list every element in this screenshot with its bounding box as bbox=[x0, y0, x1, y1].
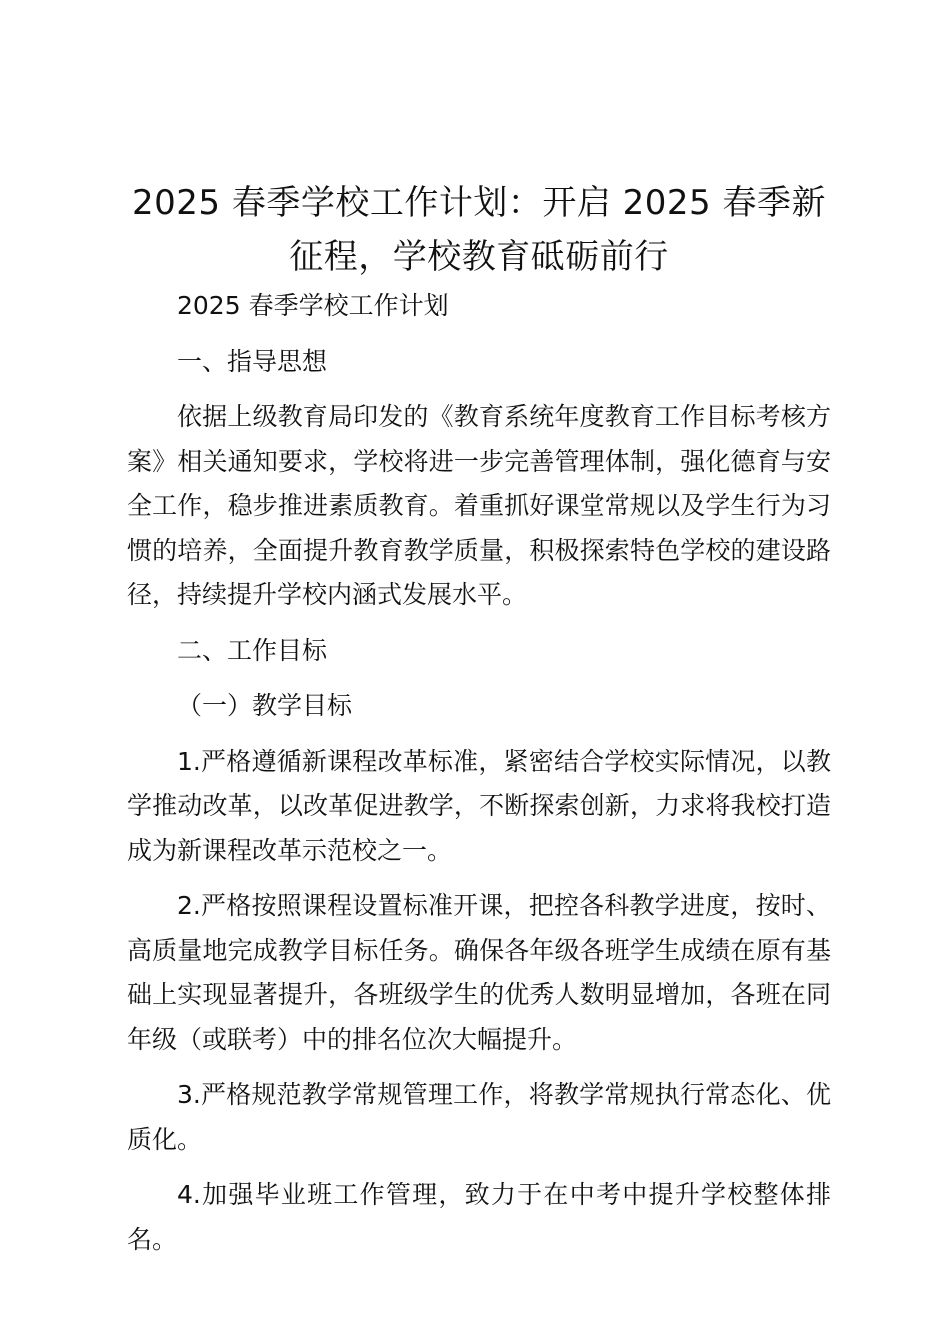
list-item-goal-3: 3.严格规范教学常规管理工作，将教学常规执行常态化、优质化。 bbox=[127, 1080, 831, 1154]
document-subtitle: 2025 春季学校工作计划 bbox=[177, 291, 449, 320]
subsection-heading-teaching-goals: （一）教学目标 bbox=[177, 691, 353, 720]
section-heading-guiding-ideology: 一、指导思想 bbox=[177, 346, 328, 376]
paragraph-guiding-ideology: 依据上级教育局印发的《教育系统年度教育工作目标考核方案》相关通知要求，学校将进一步完善管理体制，强化德育与安全工作，稳步推进素质教育。着重抓好课堂常规以及学生行为习惯的培养，全面提升教育教学质量，积极探索特色学校的建设路径，持续提升学校内涵式发展水平。 bbox=[127, 402, 831, 609]
list-item-goal-2: 2.严格按照课程设置标准开课，把控各科教学进度，按时、高质量地完成教学目标任务。确保各年级各班学生成绩在原有基础上实现显著提升，各班级学生的优秀人数明显增加，各班在同年级（或联考）中的排名位次大幅提升。 bbox=[127, 891, 831, 1054]
list-item-goal-4: 4.加强毕业班工作管理，致力于在中考中提升学校整体排名。 bbox=[127, 1180, 831, 1254]
document-title: 2025 春季学校工作计划：开启 2025 春季新征程，学校教育砥砺前行 bbox=[132, 183, 826, 277]
document-page bbox=[127, 176, 831, 1262]
section-heading-work-goals: 二、工作目标 bbox=[177, 635, 328, 665]
list-item-goal-1: 1.严格遵循新课程改革标准，紧密结合学校实际情况，以教学推动改革，以改革促进教学，不断探索创新，力求将我校打造成为新课程改革示范校之一。 bbox=[127, 746, 831, 865]
